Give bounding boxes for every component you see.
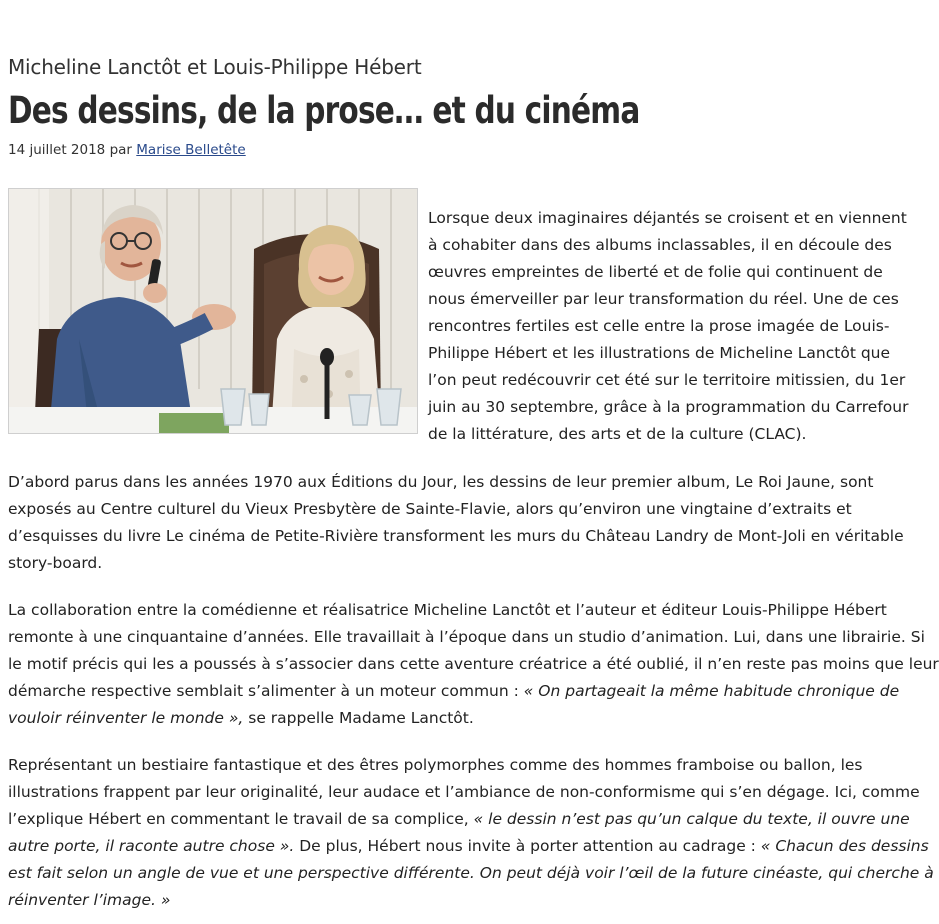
paragraph-4 [8, 752, 934, 914]
text-line: rencontres fertiles est celle entre la prose imagée de Louis- [428, 317, 890, 335]
quote-run: « On partageait la même habitude chronique de [523, 682, 900, 700]
text-line [8, 833, 929, 860]
text-line: story-board. [8, 554, 103, 572]
author-link[interactable]: Marise Belletête [136, 142, 246, 158]
text-line: à cohabiter dans des albums inclassables, il en découle des [428, 236, 892, 254]
paragraph-3 [8, 597, 939, 732]
text-line: l’on peut redécouvrir cet été sur le territoire mitissien, du 1er [428, 371, 906, 389]
quote-run: autre porte, il raconte autre chose ». [8, 837, 295, 855]
text-line [8, 678, 900, 705]
quote-run: est fait selon un angle de vue et une perspective différente. On peut déjà voir l’œil de la future cinéaste, qui cherche à [8, 864, 934, 882]
text-line: remonte à une cinquantaine d’années. Elle travaillait à l’époque dans un studio d’animation. Lui, dans une librairie. Si [8, 628, 925, 646]
text-line: le motif précis qui les a poussés à s’associer dans cette aventure créatrice a été oublié, il n’en reste pas moins que leur [8, 655, 939, 673]
text-run: l’explique Hébert en commentant le travail de sa complice, [8, 810, 474, 828]
quote-run: « le dessin n’est pas qu’un calque du texte, il ouvre une [473, 810, 910, 828]
byline-by-word: par [109, 142, 132, 158]
quote-run: vouloir réinventer le monde », [8, 709, 244, 727]
text-line: œuvres empreintes de liberté et de folie qui continuent de [428, 263, 883, 281]
text-line: La collaboration entre la comédienne et réalisatrice Micheline Lanctôt et l’auteur et éditeur Louis-Philippe Hébert [8, 601, 887, 619]
paragraph-1 [428, 205, 909, 448]
quote-run: réinventer l’image. » [8, 891, 171, 909]
article-kicker: Micheline Lanctôt et Louis-Philippe Hébert [8, 55, 422, 79]
text-line: illustrations frappent par leur originalité, leur audace et l’ambiance de non-conformisme qui s’en dégage. Ici, comme [8, 783, 920, 801]
text-line: de la littérature, des arts et de la culture (CLAC). [428, 425, 807, 443]
text-line: Représentant un bestiaire fantastique et des êtres polymorphes comme des hommes framboise ou ballon, les [8, 756, 863, 774]
article-title: Des dessins, de la prose… et du cinéma [8, 89, 640, 132]
quote-run: « Chacun des dessins [760, 837, 929, 855]
text-run: se rappelle Madame Lanctôt. [243, 709, 474, 727]
text-line: D’abord parus dans les années 1970 aux Éditions du Jour, les dessins de leur premier album, Le Roi Jaune, sont [8, 473, 874, 491]
paragraph-2 [8, 469, 904, 577]
text-line: d’esquisses du livre Le cinéma de Petite-Rivière transforment les murs du Château Landry de Mont-Joli en véritable [8, 527, 904, 545]
text-line: nous émerveiller par leur transformation du réel. Une de ces [428, 290, 899, 308]
text-line: exposés au Centre culturel du Vieux Presbytère de Sainte-Flavie, alors qu’environ une vingtaine d’extraits et [8, 500, 852, 518]
photo-illustration [9, 189, 417, 433]
text-run: De plus, Hébert nous invite à porter attention au cadrage : [294, 837, 761, 855]
article-date: 14 juillet 2018 [8, 142, 106, 158]
text-line [8, 887, 888, 914]
text-run: démarche respective semblait s’alimenter à un moteur commun : [8, 682, 524, 700]
text-line: Lorsque deux imaginaires déjantés se croisent et en viennent [428, 209, 907, 227]
text-line: juin au 30 septembre, grâce à la programmation du Carrefour [428, 398, 909, 416]
text-line [8, 860, 934, 887]
article-byline [8, 142, 246, 158]
text-line: Philippe Hébert et les illustrations de Micheline Lanctôt que [428, 344, 891, 362]
text-line [8, 705, 888, 732]
text-line [8, 806, 910, 833]
article-photo [8, 188, 418, 434]
